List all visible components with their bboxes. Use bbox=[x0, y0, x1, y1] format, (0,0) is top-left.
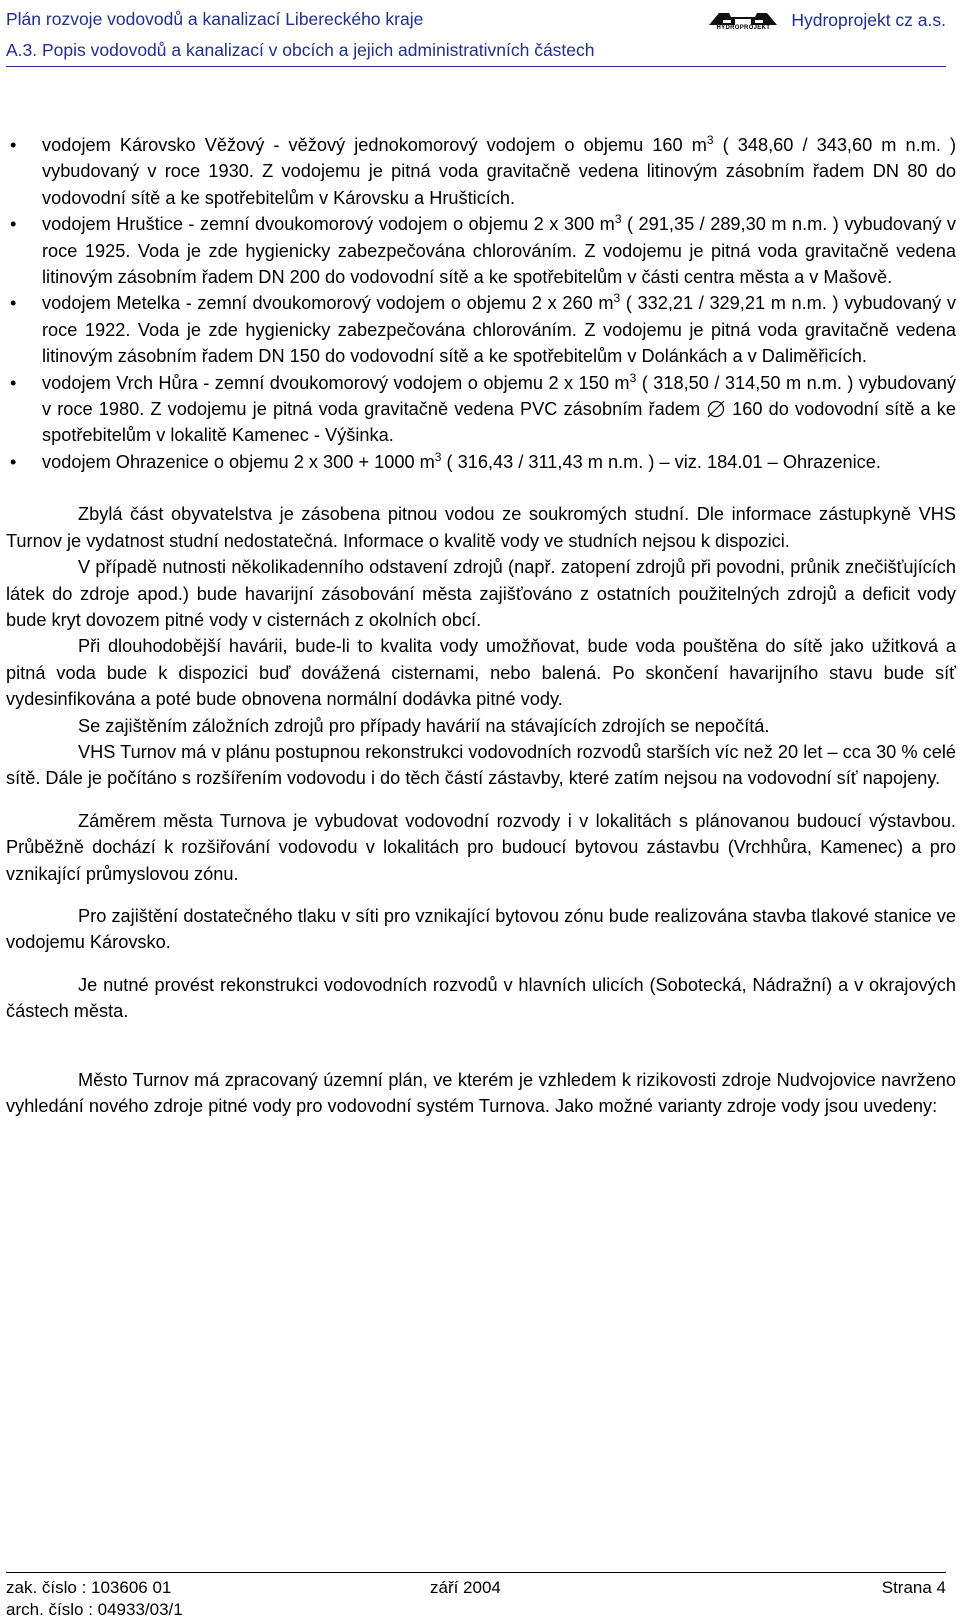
list-item: • vodojem Károvsko Věžový - věžový jednokomorový vodojem o objemu 160 $m^3$ ( 348,60 / 343,60 m n.m. ) vybudovaný v roce 1930. Z vodojemu je pitná voda gravitačně vedena litinovým zásobním řadem DN 80 do vodovodní sítě a ke spotřebitelům v Károvsku a Hrušticích. bbox=[10, 132, 956, 208]
hydroprojekt-logo bbox=[705, 9, 781, 31]
list-item: • vodojem Metelka - zemní dvoukomorový vodojem o objemu 2 x 260 $m^3$ ( 332,21 / 329,21 m n.m. ) vybudovaný v roce 1922. Voda je zde hygienicky zabezpečována chlorováním. Z vodojemu je pitná voda gravitačně vedena litinovým zásobním řadem DN 150 do vodovodní sítě a ke spotřebitelům v Dolánkách a v Daliměřicích. bbox=[10, 291, 956, 367]
paragraph: Město Turnov má zpracovaný územní plán, ve kterém je vzhledem k rizikovosti zdroje Nudvojovice navrženo vyhledání nového zdroje pitné vody pro vodovodní systém Turnova. Jako možné varianty zdroje vody jsou uvedeny: bbox=[6, 1069, 956, 1116]
paragraph: Záměrem města Turnova je vybudovat vodovodní rozvody i v lokalitách s plánovanou budoucí výstavbou. Průběžně dochází k rozšiřování vodovodu v lokalitách pro budoucí bytovou zástavbu (Vrchhůra, Kamenec) a pro vznikající průmyslovou zónu. bbox=[6, 810, 956, 884]
bullet-icon: • bbox=[10, 372, 17, 393]
paragraph: Zbylá část obyvatelstva je zásobena pitnou vodou ze soukromých studní. Dle informace zástupkyně VHS Turnov je vydatnost studní nedostatečná. Informace o kvalitě vody ve studních nejsou k dispozici. bbox=[6, 504, 956, 551]
page-header bbox=[6, 9, 946, 33]
document-date: září 2004 bbox=[430, 1578, 501, 1597]
list-item: • vodojem Ohrazenice o objemu 2 x 300 + 1000 $m^3$ ( 316,43 / 311,43 m n.m. ) – viz. 184.01 – Ohrazenice. bbox=[6, 449, 956, 475]
paragraph: Při dlouhodobější havárii, bude-li to kvalita vody umožňovat, bude voda pouštěna do sítě jako užitková a pitná voda bude k dispozici buď dovážená cisternami, nebo balená. Po skončení havarijního stavu bude síť vydesinfikována a poté bude obnovena normální dodávka pitné vody. bbox=[6, 636, 956, 710]
paragraph: VHS Turnov má v plánu postupnou rekonstrukci vodovodních rozvodů starších víc než 20 let – cca 30 % celé sítě. Dále je počítáno s rozšířením vodovodu i do těch částí zástavby, které zatím nejsou na vodovodní síť napojeny. bbox=[6, 741, 956, 789]
header-divider bbox=[6, 66, 946, 67]
logo-text: HYDROPROJEKT bbox=[716, 25, 771, 31]
paragraph: Je nutné provést rekonstrukci vodovodních rozvodů v hlavních ulicích (Sobotecká, Nádražní) a v okrajových částech města. bbox=[6, 974, 956, 1022]
section-title: A.3. Popis vodovodů a kanalizací v obcích a jejich administrativních částech bbox=[6, 40, 595, 60]
company-name: Hydroprojekt cz a.s. bbox=[791, 9, 946, 30]
bullet-icon: • bbox=[10, 293, 17, 314]
paragraph: Pro zajištění dostatečného tlaku v síti pro vznikající bytovou zónu bude realizována stavba tlakové stanice ve vodojemu Károvsko. bbox=[6, 905, 956, 953]
page-number: Strana 4 bbox=[881, 1578, 946, 1597]
list-item: • vodojem Vrch Hůra - zemní dvoukomorový vodojem o objemu 2 x 150 $m^3$ ( 318,50 / 314,50 m n.m. ) vybudovaný v roce 1980. Z vodojemu je pitná voda gravitačně vedena PVC zásobním řadem 160 do vodovodní sítě a ke spotřebitelům v lokalitě Kamenec - Výšinka. bbox=[10, 370, 956, 446]
diameter-icon bbox=[706, 400, 726, 418]
page-footer bbox=[6, 1572, 946, 1621]
document-body bbox=[6, 132, 956, 1119]
footer-divider bbox=[6, 1572, 946, 1573]
bullet-icon: • bbox=[10, 451, 17, 472]
archive-number: arch. číslo : 04933/03/1 bbox=[6, 1600, 183, 1619]
bullet-icon: • bbox=[10, 214, 17, 235]
paragraph: Se zajištěním záložních zdrojů pro případy havárií na stávajících zdrojích se nepočítá. bbox=[78, 715, 770, 736]
paragraph: V případě nutnosti několikadenního odstavení zdrojů (např. zatopení zdrojů při povodni, průnik znečišťujících látek do zdroje apod.) bude havarijní zásobování města zajišťováno z ostatních použitelných zdrojů a deficit vody bude kryt dovozem pitné vody v cisternách z okolních obcí. bbox=[6, 557, 956, 630]
document-title: Plán rozvoje vodovodů a kanalizací Libereckého kraje bbox=[6, 9, 424, 29]
list-item: • vodojem Hruštice - zemní dvoukomorový vodojem o objemu 2 x 300 $m^3$ ( 291,35 / 289,30 m n.m. ) vybudovaný v roce 1925. Voda je zde hygienicky zabezpečována chlorováním. Z vodojemu je pitná voda gravitačně vedena litinovým zásobním řadem DN 200 do vodovodní sítě a ke spotřebitelům v části centra města a v Mašově. bbox=[10, 212, 956, 288]
bullet-icon: • bbox=[10, 135, 17, 155]
order-number: zak. číslo : 103606 01 bbox=[6, 1578, 172, 1597]
reservoir-list bbox=[6, 132, 956, 475]
